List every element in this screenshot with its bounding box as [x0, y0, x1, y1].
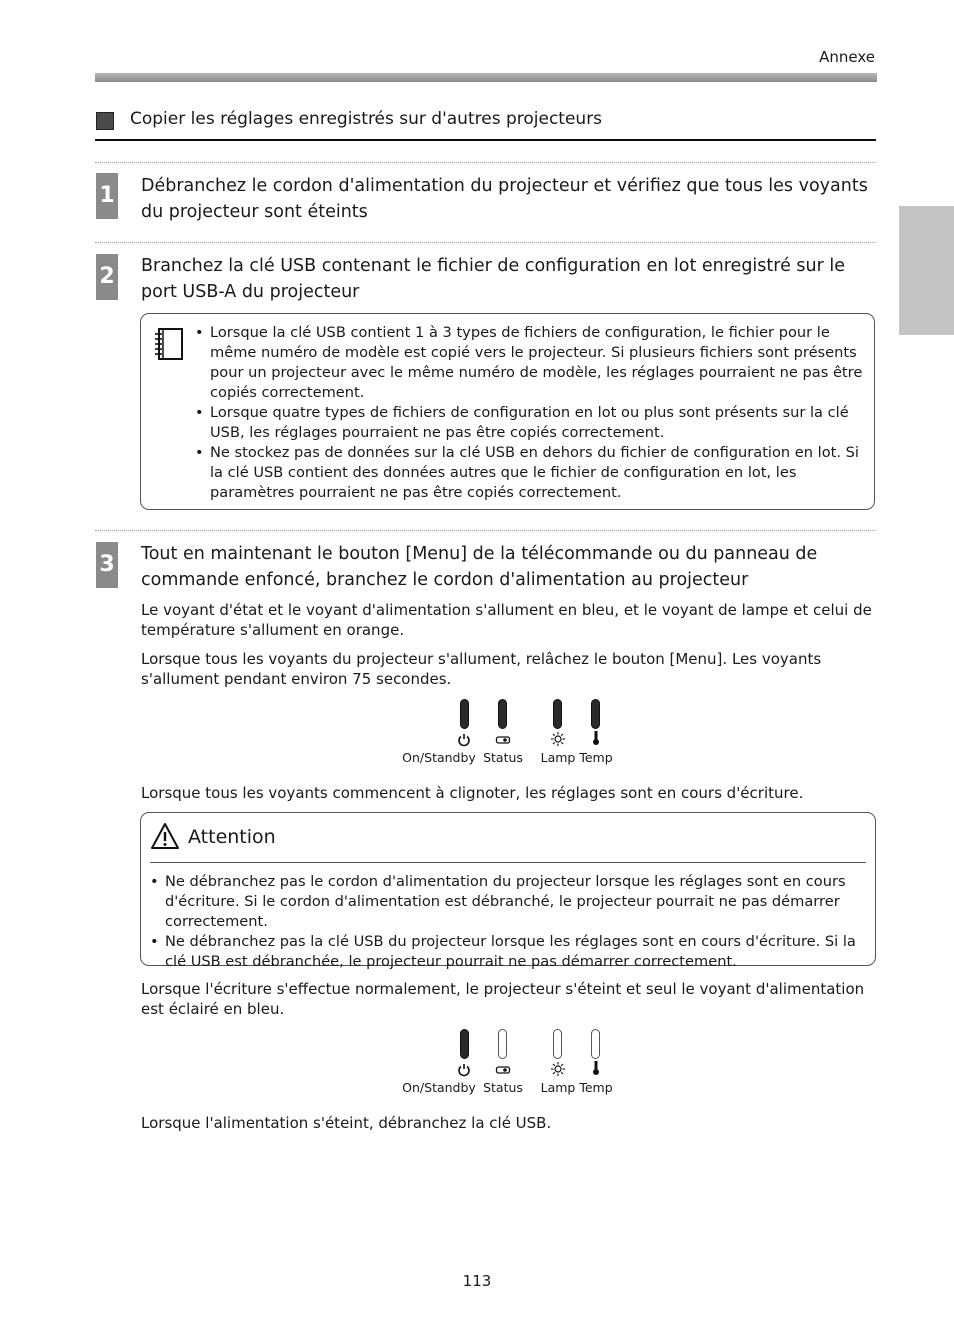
temp-label: Temp	[579, 750, 613, 765]
attention-title: Attention	[188, 826, 276, 848]
lamp-icon	[550, 732, 566, 746]
power-icon	[456, 1063, 472, 1077]
header-bar	[95, 73, 877, 82]
status-label: Status	[483, 1080, 523, 1095]
divider	[95, 242, 875, 243]
paragraph: Lorsque l'alimentation s'éteint, débranchez la clé USB.	[141, 1114, 552, 1132]
onstandby-label: On/Standby	[402, 1080, 476, 1095]
lamp-led	[553, 699, 562, 729]
section-title: Copier les réglages enregistrés sur d'autres projecteurs	[130, 109, 603, 129]
paragraph: Le voyant d'état et le voyant d'alimentation s'allument en bleu, et le voyant de lampe et celui de température s'allument en orange.	[141, 601, 872, 639]
note-item: • Ne stockez pas de données sur la clé USB en dehors du fichier de configuration en lot. Si la clé USB contient des données autres que le fichier de configuration en lot, les paramètres pourraient ne pas être copiés correctement.	[195, 443, 870, 503]
divider	[95, 530, 875, 531]
temp-label: Temp	[579, 1080, 613, 1095]
running-header: Annexe	[819, 48, 875, 66]
step-number: 1	[96, 173, 118, 219]
step-text: Tout en maintenant le bouton [Menu] de la télécommande ou du panneau de commande enfoncé, branchez le cordon d'alimentation au projecteur	[141, 544, 818, 590]
attention-item: • Ne débranchez pas le cordon d'alimentation du projecteur lorsque les réglages sont en cours d'écriture. Si le cordon d'alimentation est débranché, le projecteur pourrait ne pas démarrer correctement.	[150, 872, 870, 932]
step-number: 2	[96, 254, 118, 300]
indicator-panel-power-only	[0, 1029, 954, 1099]
section-square-icon	[96, 112, 114, 130]
divider	[95, 162, 875, 163]
paragraph: Lorsque tous les voyants du projecteur s'allument, relâchez le bouton [Menu]. Les voyants s'allument pendant environ 75 secondes.	[141, 650, 822, 688]
step-text: Débranchez le cordon d'alimentation du projecteur et vérifiez que tous les voyants du projecteur sont éteints	[141, 176, 868, 222]
attention-rule	[150, 862, 866, 863]
note-item: • Lorsque quatre types de fichiers de configuration en lot ou plus sont présents sur la clé USB, les réglages pourraient ne pas être copiés correctement.	[195, 403, 870, 443]
status-led	[498, 699, 507, 729]
note-item: • Lorsque la clé USB contient 1 à 3 types de fichiers de configuration, le fichier pour le même numéro de modèle est copié vers le projecteur. Si plusieurs fichiers sont présents pour un projecteur avec le même numéro de modèle, les réglages pourraient ne pas être copiés correctement.	[195, 323, 870, 403]
onstandby-led	[460, 699, 469, 729]
onstandby-led	[460, 1029, 469, 1059]
status-led	[498, 1029, 507, 1059]
step-number: 3	[96, 542, 118, 588]
section-rule	[95, 139, 876, 141]
thermometer-icon	[588, 1061, 604, 1075]
notebook-icon	[154, 327, 184, 361]
indicator-panel-all-on	[0, 699, 954, 769]
step-text: Branchez la clé USB contenant le fichier de configuration en lot enregistré sur le port USB-A du projecteur	[141, 256, 845, 302]
lamp-label: Lamp	[540, 750, 576, 765]
warning-icon	[150, 822, 180, 850]
thermometer-icon	[588, 731, 604, 745]
side-tab	[899, 206, 954, 335]
status-icon	[495, 733, 511, 747]
status-icon	[495, 1063, 511, 1077]
paragraph: Lorsque tous les voyants commencent à clignoter, les réglages sont en cours d'écriture.	[141, 784, 804, 802]
attention-list	[150, 872, 870, 972]
temp-led	[591, 1029, 600, 1059]
page-number: 113	[462, 1272, 492, 1290]
lamp-led	[553, 1029, 562, 1059]
attention-item: • Ne débranchez pas la clé USB du projecteur lorsque les réglages sont en cours d'écriture. Si la clé USB est débranchée, le projecteur pourrait ne pas démarrer correctement.	[150, 932, 870, 972]
status-label: Status	[483, 750, 523, 765]
power-icon	[456, 733, 472, 747]
temp-led	[591, 699, 600, 729]
note-list	[195, 323, 870, 503]
lamp-label: Lamp	[540, 1080, 576, 1095]
paragraph: Lorsque l'écriture s'effectue normalement, le projecteur s'éteint et seul le voyant d'alimentation est éclairé en bleu.	[141, 980, 865, 1018]
onstandby-label: On/Standby	[402, 750, 476, 765]
lamp-icon	[550, 1062, 566, 1076]
